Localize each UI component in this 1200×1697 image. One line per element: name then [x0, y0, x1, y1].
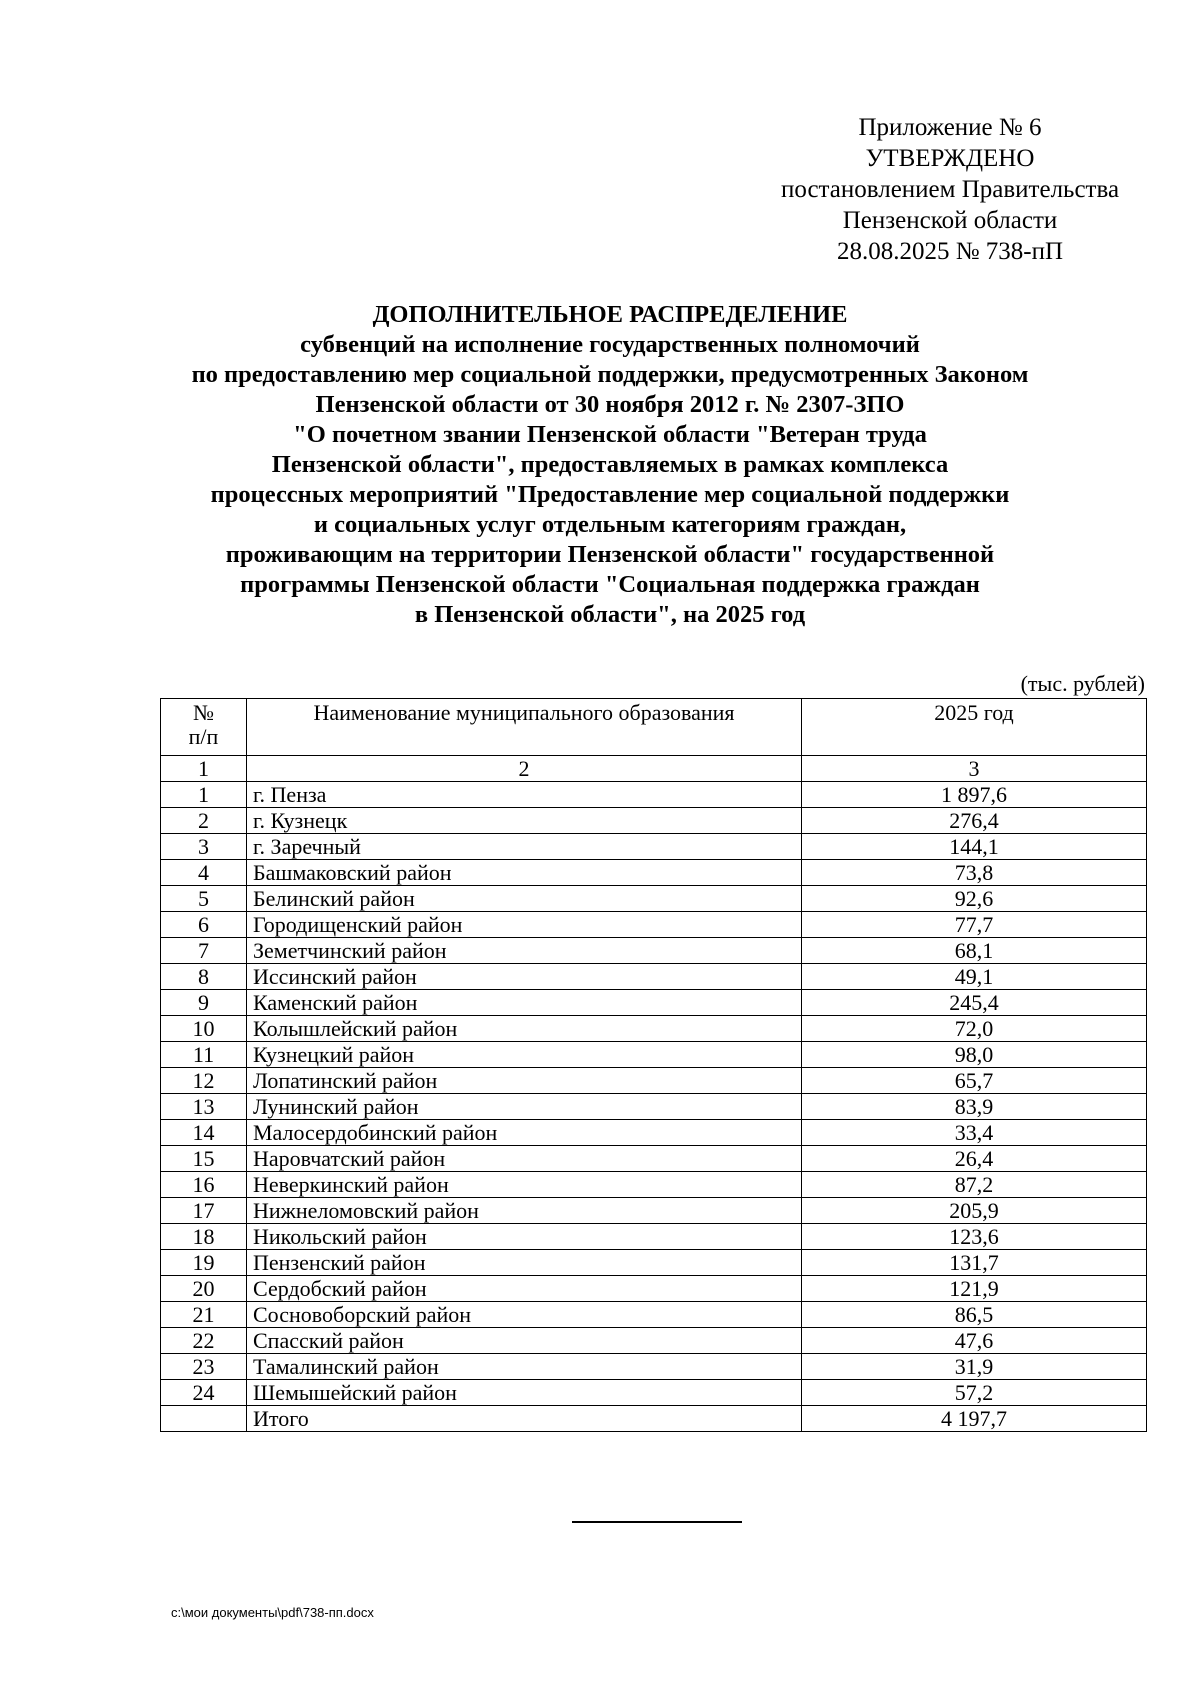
row-number: 9 — [161, 990, 247, 1016]
row-number: 23 — [161, 1354, 247, 1380]
row-value: 73,8 — [802, 860, 1147, 886]
header-number — [161, 699, 247, 756]
header-number-abbr: п/п — [188, 724, 219, 749]
row-value: 72,0 — [802, 1016, 1147, 1042]
row-municipality: Шемышейский район — [247, 1380, 802, 1406]
row-value: 1 897,6 — [802, 782, 1147, 808]
row-municipality: Сердобский район — [247, 1276, 802, 1302]
row-municipality: Малосердобинский район — [247, 1120, 802, 1146]
row-number: 21 — [161, 1302, 247, 1328]
row-value: 123,6 — [802, 1224, 1147, 1250]
row-number: 19 — [161, 1250, 247, 1276]
title-line: Пензенской области от 30 ноября 2012 г. № 2307-ЗПО — [315, 391, 905, 418]
row-number: 12 — [161, 1068, 247, 1094]
title-line: и социальных услуг отдельным категориям граждан, — [313, 511, 907, 538]
row-number: 13 — [161, 1094, 247, 1120]
title-line: "О почетном звании Пензенской области "Ветеран труда — [293, 421, 927, 448]
row-number: 5 — [161, 886, 247, 912]
row-value: 121,9 — [802, 1276, 1147, 1302]
table-row — [161, 1016, 1147, 1042]
row-municipality: Лопатинский район — [247, 1068, 802, 1094]
row-municipality: Каменский район — [247, 990, 802, 1016]
row-municipality: Пензенский район — [247, 1250, 802, 1276]
approval-date-line: 28.08.2025 № 738-пП — [836, 238, 1064, 265]
row-number: 22 — [161, 1328, 247, 1354]
row-number: 18 — [161, 1224, 247, 1250]
row-value: 77,7 — [802, 912, 1147, 938]
row-value: 33,4 — [802, 1120, 1147, 1146]
table-body — [161, 782, 1147, 1432]
row-municipality: г. Кузнецк — [247, 808, 802, 834]
row-municipality: Белинский район — [247, 886, 802, 912]
table-row — [161, 1120, 1147, 1146]
total-number — [161, 1406, 247, 1432]
document-title — [110, 300, 1110, 630]
row-number: 7 — [161, 938, 247, 964]
row-municipality: Иссинский район — [247, 964, 802, 990]
row-number: 6 — [161, 912, 247, 938]
row-number: 24 — [161, 1380, 247, 1406]
units-note: (тыс. рублей) — [1020, 671, 1145, 696]
title-line: ДОПОЛНИТЕЛЬНОЕ РАСПРЕДЕЛЕНИЕ — [372, 301, 848, 328]
title-line: программы Пензенской области "Социальная поддержка граждан — [240, 571, 980, 598]
column-number-3: 3 — [802, 756, 1147, 782]
row-value: 87,2 — [802, 1172, 1147, 1198]
row-value: 49,1 — [802, 964, 1147, 990]
title-line: субвенций на исполнение государственных полномочий — [300, 331, 920, 358]
row-number: 11 — [161, 1042, 247, 1068]
row-municipality: Тамалинский район — [247, 1354, 802, 1380]
table-row — [161, 912, 1147, 938]
row-number: 4 — [161, 860, 247, 886]
row-number: 3 — [161, 834, 247, 860]
row-value: 68,1 — [802, 938, 1147, 964]
table-row — [161, 860, 1147, 886]
title-line: по предоставлению мер социальной поддержки, предусмотренных Законом — [191, 361, 1029, 388]
table-row — [161, 1380, 1147, 1406]
table-row — [161, 1172, 1147, 1198]
row-municipality: г. Пенза — [247, 782, 802, 808]
row-value: 31,9 — [802, 1354, 1147, 1380]
row-value: 98,0 — [802, 1042, 1147, 1068]
row-number: 2 — [161, 808, 247, 834]
table-row — [161, 782, 1147, 808]
total-row — [161, 1406, 1147, 1432]
row-number: 15 — [161, 1146, 247, 1172]
row-value: 205,9 — [802, 1198, 1147, 1224]
row-number: 16 — [161, 1172, 247, 1198]
approval-region-line: Пензенской области — [842, 207, 1058, 234]
row-value: 86,5 — [802, 1302, 1147, 1328]
title-line: процессных мероприятий "Предоставление мер социальной поддержки — [210, 481, 1010, 508]
row-municipality: Наровчатский район — [247, 1146, 802, 1172]
header-year: 2025 год — [802, 699, 1147, 756]
row-number: 20 — [161, 1276, 247, 1302]
table-row — [161, 1146, 1147, 1172]
table-row — [161, 938, 1147, 964]
column-number-1: 1 — [161, 756, 247, 782]
row-municipality: Башмаковский район — [247, 860, 802, 886]
row-municipality: Нижнеломовский район — [247, 1198, 802, 1224]
approval-approved-line: УТВЕРЖДЕНО — [865, 145, 1035, 172]
table-row — [161, 834, 1147, 860]
table-row — [161, 1042, 1147, 1068]
file-path-footer: c:\мои документы\pdf\738-пп.docx — [171, 1605, 374, 1620]
row-value: 144,1 — [802, 834, 1147, 860]
header-municipality: Наименование муниципального образования — [247, 699, 802, 756]
row-municipality: Кузнецкий район — [247, 1042, 802, 1068]
approval-block — [750, 112, 1150, 267]
table-row — [161, 1068, 1147, 1094]
row-number: 17 — [161, 1198, 247, 1224]
row-municipality: Никольский район — [247, 1224, 802, 1250]
row-number: 14 — [161, 1120, 247, 1146]
approval-decree-line: постановлением Правительства — [780, 176, 1120, 203]
column-number-2: 2 — [247, 756, 802, 782]
table-row — [161, 1328, 1147, 1354]
title-line: Пензенской области", предоставляемых в рамках комплекса — [271, 451, 949, 478]
row-value: 47,6 — [802, 1328, 1147, 1354]
row-value: 276,4 — [802, 808, 1147, 834]
column-number-row — [161, 756, 1147, 782]
row-value: 65,7 — [802, 1068, 1147, 1094]
row-municipality: Неверкинский район — [247, 1172, 802, 1198]
header-number-symbol: № — [193, 700, 214, 725]
row-municipality: Колышлейский район — [247, 1016, 802, 1042]
table-row — [161, 1250, 1147, 1276]
row-municipality: Городищенский район — [247, 912, 802, 938]
total-municipality: Итого — [247, 1406, 802, 1432]
row-number: 10 — [161, 1016, 247, 1042]
row-municipality: г. Заречный — [247, 834, 802, 860]
row-value: 83,9 — [802, 1094, 1147, 1120]
row-municipality: Лунинский район — [247, 1094, 802, 1120]
table-row — [161, 1276, 1147, 1302]
row-value: 245,4 — [802, 990, 1147, 1016]
row-municipality: Земетчинский район — [247, 938, 802, 964]
table-row — [161, 808, 1147, 834]
table-row — [161, 1224, 1147, 1250]
table-row — [161, 990, 1147, 1016]
title-line: в Пензенской области", на 2025 год — [414, 601, 806, 628]
table-row — [161, 964, 1147, 990]
title-line: проживающим на территории Пензенской области" государственной — [225, 541, 995, 568]
table-row — [161, 1094, 1147, 1120]
row-municipality: Сосновоборский район — [247, 1302, 802, 1328]
row-value: 92,6 — [802, 886, 1147, 912]
table-row — [161, 886, 1147, 912]
approval-appendix-line: Приложение № 6 — [858, 114, 1042, 141]
table-row — [161, 1302, 1147, 1328]
distribution-table — [160, 698, 1147, 1432]
row-number: 1 — [161, 782, 247, 808]
row-municipality: Спасский район — [247, 1328, 802, 1354]
table-row — [161, 1198, 1147, 1224]
row-value: 26,4 — [802, 1146, 1147, 1172]
row-value: 57,2 — [802, 1380, 1147, 1406]
table-header-row — [161, 699, 1147, 756]
end-rule — [572, 1521, 742, 1523]
total-value: 4 197,7 — [802, 1406, 1147, 1432]
row-value: 131,7 — [802, 1250, 1147, 1276]
table-row — [161, 1354, 1147, 1380]
row-number: 8 — [161, 964, 247, 990]
